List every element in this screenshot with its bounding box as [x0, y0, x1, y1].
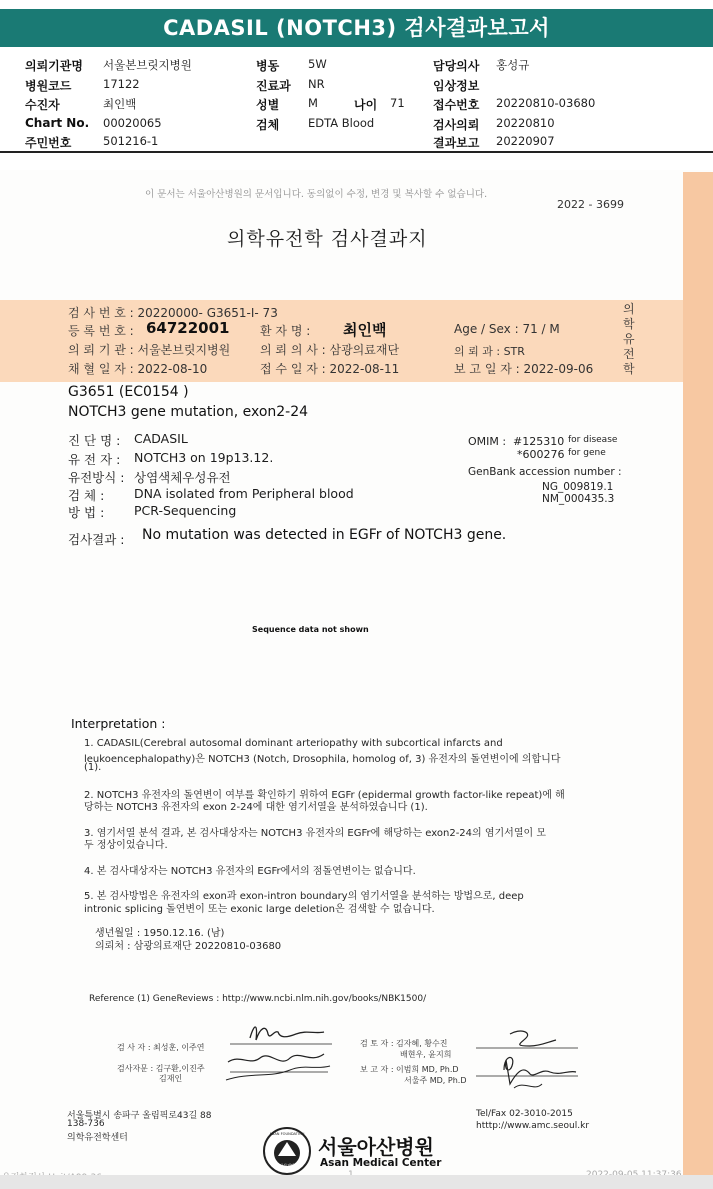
asan-foundation-logo-icon	[262, 1126, 312, 1176]
orange-edge-strip	[683, 172, 713, 1182]
omim-disease-note: for disease	[568, 435, 618, 445]
reviewer-1: 검 토 자 : 김자혜, 황수진	[360, 1039, 448, 1048]
reviewer-signature	[470, 1026, 590, 1098]
address-line: 의학유전학센터	[67, 1133, 128, 1143]
report-date: 보 고 일 자 : 2022-09-06	[454, 362, 594, 376]
genbank-acc-1: NG_009819.1	[542, 481, 614, 493]
vertical-char: 학	[623, 317, 635, 331]
sequence-note: Sequence data not shown	[252, 625, 369, 634]
hospital-label: 의뢰기관명	[25, 59, 83, 73]
hospital-value: 서울본브릿지병원	[103, 58, 192, 72]
hospital-name: 서울아산병원	[318, 1135, 434, 1159]
result-label: 검사결과 :	[68, 532, 125, 547]
report-label: 결과보고	[433, 136, 480, 150]
code-label: 병원코드	[25, 79, 72, 93]
receipt-date: 접 수 일 자 : 2022-08-11	[260, 362, 400, 376]
code-value: 17122	[103, 77, 140, 91]
examiner: 검 사 자 : 최성훈, 이주연	[117, 1043, 205, 1052]
test-number: 검 사 번 호 : 20220000- G3651-I- 73	[68, 306, 278, 320]
collection-date: 채 혈 일 자 : 2022-08-10	[68, 362, 208, 376]
advisor-2: 김재인	[159, 1074, 183, 1083]
interpretation-line: leukoencephalopathy)은 NOTCH3 (Notch, Drosophila, homolog of, 3) 유전자의 돌연변이에 의합니다	[84, 754, 561, 765]
chart-label: Chart No.	[25, 116, 90, 130]
info-value: CADASIL	[134, 431, 188, 446]
result-text: No mutation was detected in EGFr of NOTCH3 gene.	[142, 527, 507, 543]
genbank-acc-2: NM_000435.3	[542, 493, 615, 505]
logo-sub: 아산재단	[279, 1163, 295, 1168]
reporter-2: 서울주 MD, Ph.D	[404, 1076, 467, 1085]
patient-value: 최인백	[103, 97, 137, 111]
request-institution: 의 뢰 기 관 : 서울본브릿지병원	[68, 343, 231, 357]
advisor-1: 검사자문 : 김구환,이진주	[117, 1064, 205, 1073]
interpretation-line: 3. 염기서열 분석 결과, 본 검사대상자는 NOTCH3 유전자의 EGFr에 해당하는 exon2-24의 염기서열이 모	[84, 828, 547, 839]
info-value: NOTCH3 on 19p13.12.	[134, 450, 274, 465]
age-value: 71	[390, 96, 405, 110]
address-line: 138-736	[67, 1119, 105, 1129]
interpretation-line: 4. 본 검사대상자는 NOTCH3 유전자의 EGFr에서의 점돌연변이는 없습니다.	[84, 866, 416, 877]
interpretation-line: 5. 본 검사방법은 유전자의 exon과 exon-intron boundary의 염기서열을 분석하는 방법으로, deep	[84, 891, 524, 902]
specimen-label: 검체	[256, 118, 280, 132]
vertical-label	[623, 302, 637, 377]
info-value: 상염색체우성유전	[134, 470, 231, 485]
doc-number: 2022 - 3699	[557, 198, 624, 211]
band-patient-value: 최인백	[343, 321, 387, 339]
sex-label: 성별	[256, 98, 280, 112]
receipt-label: 접수번호	[433, 98, 480, 112]
interpretation-line: 당하는 NOTCH3 유전자의 exon 2-24에 대한 염기서열을 분석하였습니다 (1).	[84, 802, 428, 813]
age-sex: Age / Sex : 71 / M	[454, 322, 560, 336]
info-label: 검 체 :	[68, 488, 105, 503]
vertical-char: 학	[623, 362, 635, 376]
vertical-char: 전	[623, 347, 635, 361]
age-label: 나이	[354, 98, 378, 112]
test-name: NOTCH3 gene mutation, exon2-24	[68, 404, 309, 420]
chart-value: 00020065	[103, 116, 162, 130]
ward-value: 5W	[308, 57, 327, 71]
clinical-label: 임상정보	[433, 79, 480, 93]
omim-disease: #125310	[513, 435, 565, 448]
receipt-value: 20220810-03680	[496, 96, 596, 110]
interpretation-line: 2. NOTCH3 유전자의 돌연변이 여부를 확인하기 위하여 EGFr (epidermal growth factor-like repeat)에 해	[84, 790, 565, 801]
rrn-label: 주민번호	[25, 136, 72, 150]
info-label: 방 법 :	[68, 505, 105, 520]
specimen-value: EDTA Blood	[308, 116, 375, 130]
logo-text: ASAN FOUNDATION	[269, 1132, 305, 1136]
interpretation-line: 두 정상이었습니다.	[84, 840, 168, 851]
request-label: 검사의뢰	[433, 118, 480, 132]
info-label: 유 전 자 :	[68, 452, 121, 467]
reference: Reference (1) GeneReviews : http://www.ncbi.nlm.nih.gov/books/NBK1500/	[89, 994, 427, 1004]
watermark-text: 이 문서는 서울아산병원의 문서입니다. 동의없이 수정, 변경 및 복사할 수 없습니다.	[145, 189, 488, 200]
doc-heading: 의학유전학 검사결과지	[227, 228, 428, 250]
report-value: 20220907	[496, 134, 555, 148]
dept-value: NR	[308, 77, 325, 91]
vertical-char: 의	[623, 302, 635, 316]
interpretation-line: 1. CADASIL(Cerebral autosomal dominant arteriopathy with subcortical infarcts and	[84, 738, 503, 749]
patient-label: 수진자	[25, 98, 60, 112]
band-patient-label: 환 자 명 :	[260, 324, 311, 338]
interpretation-line: intronic splicing 돌연변이 또는 exonic large deletion은 검색할 수 없습니다.	[84, 904, 435, 915]
request-doctor: 의 뢰 의 사 : 삼광의료재단	[260, 343, 400, 357]
request-dept: 의 뢰 과 : STR	[454, 345, 525, 358]
bottom-bar	[0, 1175, 713, 1189]
birth-date: 생년월일 : 1950.12.16. (남)	[95, 928, 225, 939]
reporter-1: 보 고 자 : 이범희 MD, Ph.D	[360, 1065, 459, 1074]
header-divider	[0, 151, 713, 153]
interpretation-line: (1).	[84, 762, 102, 773]
interpretation-title: Interpretation :	[71, 716, 166, 731]
vertical-char: 유	[623, 332, 635, 346]
info-value: PCR-Sequencing	[134, 503, 237, 518]
dept-label: 진료과	[256, 79, 291, 93]
reg-number-label: 등 록 번 호 :	[68, 324, 134, 338]
info-label: 진 단 명 :	[68, 433, 121, 448]
omim-gene: *600276	[517, 448, 565, 461]
requester: 의뢰처 : 삼광의료재단 20220810-03680	[95, 941, 282, 952]
address-line: 서울특별시 송파구 올림픽로43길 88	[67, 1111, 212, 1121]
doctor-value: 홍성규	[496, 58, 530, 72]
contact-line: htttp://www.amc.seoul.kr	[476, 1121, 590, 1131]
genbank-label: GenBank accession number :	[468, 466, 622, 478]
test-code: G3651 (EC0154 )	[68, 384, 189, 400]
contact-line: Tel/Fax 02-3010-2015	[476, 1109, 573, 1119]
omim-gene-note: for gene	[568, 448, 606, 458]
info-label: 유전방식 :	[68, 470, 125, 485]
hospital-name-en: Asan Medical Center	[320, 1157, 442, 1169]
reviewer-2: 배현우, 윤지희	[400, 1050, 452, 1059]
reg-number-value: 64722001	[146, 319, 230, 337]
sex-value: M	[308, 96, 318, 110]
info-value: DNA isolated from Peripheral blood	[134, 486, 354, 501]
report-title: CADASIL (NOTCH3) 검사결과보고서	[0, 9, 713, 47]
examiner-signature	[220, 1010, 350, 1090]
omim-label: OMIM :	[468, 435, 507, 448]
rrn-value: 501216-1	[103, 134, 159, 148]
ward-label: 병동	[256, 59, 280, 73]
doctor-label: 담당의사	[433, 59, 480, 73]
request-value: 20220810	[496, 116, 555, 130]
